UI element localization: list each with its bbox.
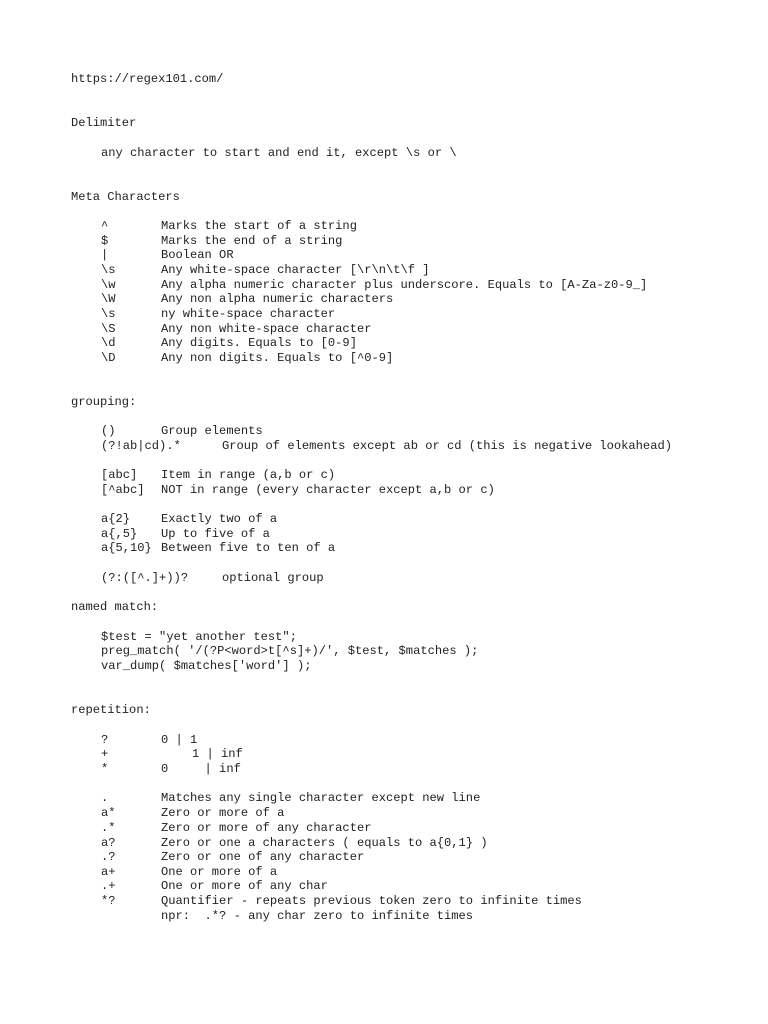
repetition-desc: Zero or one a characters ( equals to a{0,1} ): [161, 836, 488, 850]
grouping-desc: Between five to ten of a: [161, 541, 336, 555]
meta-desc: Any non white-space character: [161, 322, 372, 336]
url-text: https://regex101.com/: [71, 72, 224, 86]
meta-token: \s: [101, 263, 116, 277]
meta-token: $: [101, 234, 109, 248]
grouping-desc: Group of elements except ab or cd (this is negative lookahead): [222, 439, 672, 453]
code-line: preg_match( '/(?P<word>t[^s]+)/', $test, $matches );: [101, 644, 479, 658]
grouping-token: [^abc]: [101, 483, 145, 497]
meta-desc: Marks the start of a string: [161, 219, 357, 233]
meta-token: \D: [101, 351, 116, 365]
grouping-desc: Up to five of a: [161, 527, 270, 541]
repetition-desc: Matches any single character except new line: [161, 791, 481, 805]
grouping-token: (?!ab|cd).*: [101, 439, 181, 453]
repetition-desc: Zero or more of any character: [161, 821, 372, 835]
repetition-desc: Zero or more of a: [161, 806, 285, 820]
grouping-token: a{,5}: [101, 527, 138, 541]
meta-desc: Any non alpha numeric characters: [161, 292, 394, 306]
meta-token: \S: [101, 322, 116, 336]
delimiter-text: any character to start and end it, except \s or \: [101, 146, 457, 160]
meta-desc: Marks the end of a string: [161, 234, 343, 248]
meta-desc: Any digits. Equals to [0-9]: [161, 336, 357, 350]
meta-desc: Any white-space character [\r\n\t\f ]: [161, 263, 430, 277]
repetition-desc: One or more of any char: [161, 879, 328, 893]
repetition-token: *: [101, 762, 109, 776]
repetition-desc: Quantifier - repeats previous token zero to infinite times: [161, 894, 582, 908]
grouping-desc: NOT in range (every character except a,b or c): [161, 483, 495, 497]
meta-desc: Any non digits. Equals to [^0-9]: [161, 351, 394, 365]
code-line: var_dump( $matches['word'] );: [101, 659, 312, 673]
grouping-token: a{2}: [101, 512, 131, 526]
grouping-token: [abc]: [101, 468, 138, 482]
meta-token: \s: [101, 307, 116, 321]
code-line: $test = "yet another test";: [101, 630, 297, 644]
repetition-token: .+: [101, 879, 116, 893]
repetition-token: +: [101, 747, 109, 761]
repetition-note: npr: .*? - any char zero to infinite times: [161, 909, 474, 923]
meta-token: \w: [101, 278, 116, 292]
grouping-desc: optional group: [222, 571, 324, 585]
repetition-token: .*: [101, 821, 116, 835]
grouping-heading: grouping:: [71, 395, 137, 409]
repetition-token: a*: [101, 806, 116, 820]
repetition-token: a?: [101, 836, 116, 850]
grouping-token: (): [101, 424, 116, 438]
grouping-desc: Exactly two of a: [161, 512, 278, 526]
repetition-token: .: [101, 791, 109, 805]
repetition-desc: Zero or one of any character: [161, 850, 365, 864]
repetition-heading: repetition:: [71, 703, 151, 717]
delimiter-heading: Delimiter: [71, 116, 137, 130]
meta-desc: Any alpha numeric character plus underscore. Equals to [A-Za-z0-9_]: [161, 278, 648, 292]
repetition-value: 1 | inf: [192, 747, 243, 761]
repetition-token: *?: [101, 894, 116, 908]
meta-token: \W: [101, 292, 116, 306]
grouping-token: (?:([^.]+))?: [101, 571, 189, 585]
repetition-value: 0 | inf: [161, 762, 241, 776]
grouping-desc: Group elements: [161, 424, 263, 438]
meta-token: ^: [101, 219, 109, 233]
meta-token: |: [101, 248, 109, 262]
grouping-token: a{5,10}: [101, 541, 152, 555]
repetition-token: ?: [101, 733, 109, 747]
meta-desc: ny white-space character: [161, 307, 336, 321]
repetition-value: 0 | 1: [161, 733, 198, 747]
meta-desc: Boolean OR: [161, 248, 234, 262]
meta-token: \d: [101, 336, 116, 350]
repetition-token: a+: [101, 865, 116, 879]
named-match-heading: named match:: [71, 600, 159, 614]
meta-heading: Meta Characters: [71, 190, 180, 204]
grouping-desc: Item in range (a,b or c): [161, 468, 336, 482]
repetition-token: .?: [101, 850, 116, 864]
repetition-desc: One or more of a: [161, 865, 278, 879]
